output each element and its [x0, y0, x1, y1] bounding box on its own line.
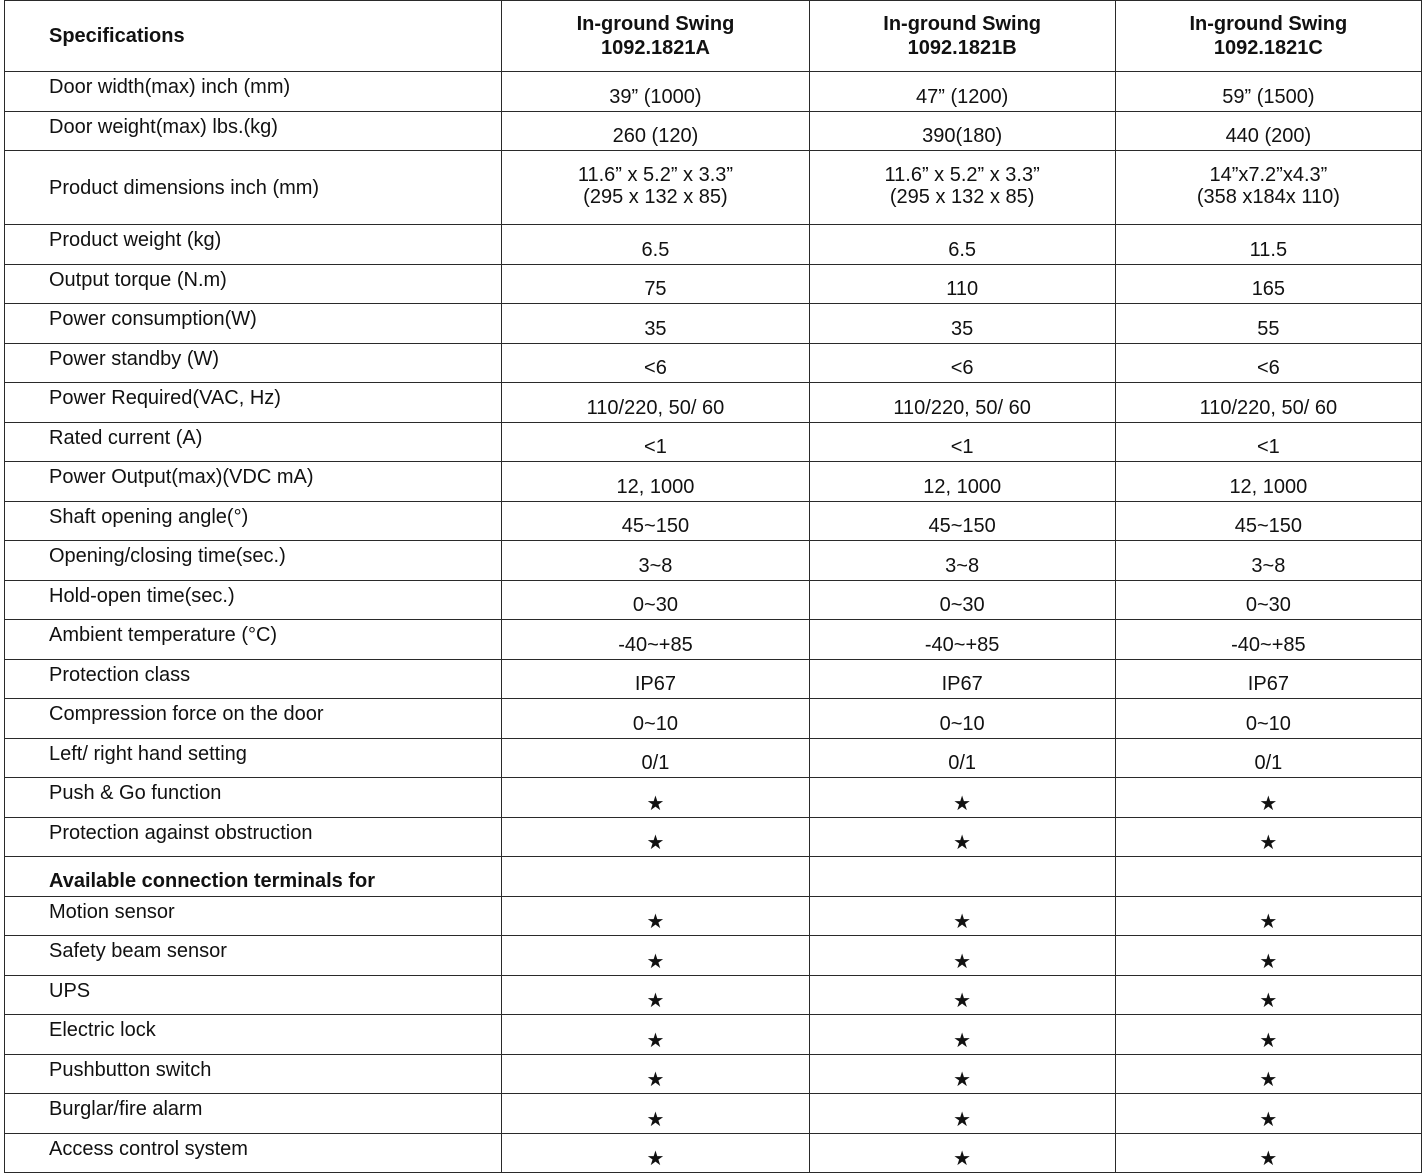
spec-value-cell	[502, 699, 809, 739]
spec-label: Power Output(max)(VDC mA)	[5, 462, 502, 502]
spec-label: Protection against obstruction	[5, 817, 502, 857]
spec-value-cell	[1115, 936, 1421, 976]
star-icon: ★	[1259, 832, 1278, 854]
table-row	[5, 264, 1422, 304]
spec-value: 6.5	[948, 238, 977, 261]
spec-label: Push & Go function	[5, 778, 502, 818]
table-row	[5, 541, 1422, 581]
table-row	[5, 422, 1422, 462]
spec-value-cell	[809, 304, 1115, 344]
spec-value-cell	[502, 264, 809, 304]
table-row	[5, 778, 1422, 818]
spec-value-cell	[1115, 896, 1421, 936]
spec-value-cell	[1115, 225, 1421, 265]
table-row	[5, 383, 1422, 423]
spec-value: (295 x 132 x 85)	[583, 185, 728, 208]
header-line: Specifications	[49, 25, 185, 47]
spec-value-cell	[1115, 264, 1421, 304]
spec-label: Motion sensor	[5, 896, 502, 936]
star-icon: ★	[1259, 990, 1278, 1012]
spec-label: Product dimensions inch (mm)	[5, 151, 502, 225]
star-icon: ★	[953, 911, 972, 933]
table-row	[5, 1094, 1422, 1134]
spec-value-cell	[502, 580, 809, 620]
spec-value: 165	[1251, 278, 1286, 300]
spec-value: 0~10	[939, 712, 985, 735]
spec-value-cell	[809, 1094, 1115, 1134]
spec-value-cell	[502, 541, 809, 581]
table-row	[5, 111, 1422, 151]
spec-value-cell	[809, 620, 1115, 660]
star-icon: ★	[646, 1108, 665, 1131]
spec-value-cell	[502, 501, 809, 541]
section-label: Available connection terminals for	[5, 857, 502, 897]
spec-value-cell	[502, 778, 809, 818]
table-row	[5, 343, 1422, 383]
star-icon: ★	[646, 911, 665, 933]
table-row	[5, 896, 1422, 936]
spec-value-cell	[502, 72, 809, 112]
header-line: 1092.1821B	[907, 37, 1017, 59]
spec-value-cell	[809, 1054, 1115, 1094]
star-icon: ★	[1259, 1069, 1278, 1091]
table-row	[5, 304, 1422, 344]
header-model-b	[809, 1, 1115, 72]
spec-value-cell	[502, 1015, 809, 1055]
spec-value-cell	[1115, 151, 1421, 225]
table-row	[5, 151, 1422, 225]
spec-value-cell	[1115, 501, 1421, 541]
spec-value-cell	[1115, 72, 1421, 112]
spec-value-cell	[1115, 541, 1421, 581]
spec-value: <1	[1256, 436, 1280, 458]
spec-label: Door weight(max) lbs.(kg)	[5, 111, 502, 151]
header-line: 1092.1821C	[1213, 37, 1323, 59]
spec-value: 47” (1200)	[916, 85, 1009, 108]
table-row	[5, 462, 1422, 502]
spec-value-cell	[1115, 383, 1421, 423]
spec-value-cell	[502, 817, 809, 857]
header-model-c	[1115, 1, 1421, 72]
spec-value-cell	[809, 936, 1115, 976]
spec-value-cell	[1115, 857, 1421, 897]
spec-value: 35	[951, 317, 974, 340]
spec-value: IP67	[634, 673, 677, 695]
star-icon: ★	[646, 990, 665, 1012]
spec-value: <6	[950, 357, 974, 379]
spec-value: 110/220, 50/ 60	[893, 396, 1031, 419]
spec-value: 45~150	[621, 515, 690, 537]
spec-value-cell	[809, 72, 1115, 112]
spec-value-cell	[502, 738, 809, 778]
spec-label: Electric lock	[5, 1015, 502, 1055]
spec-value-cell	[809, 383, 1115, 423]
spec-value: 390(180)	[922, 125, 1003, 147]
spec-value: 110/220, 50/ 60	[1199, 396, 1338, 419]
spec-value-cell	[1115, 1133, 1421, 1173]
spec-value: 12, 1000	[923, 475, 1002, 498]
spec-value-cell	[1115, 111, 1421, 151]
spec-value-cell	[502, 1133, 809, 1173]
spec-value: 110	[946, 278, 979, 300]
spec-value-cell	[809, 422, 1115, 462]
star-icon: ★	[953, 1029, 972, 1052]
header-specifications	[5, 1, 502, 72]
spec-value: 11.5	[1249, 238, 1288, 261]
spec-value-cell	[502, 659, 809, 699]
spec-value-cell	[809, 225, 1115, 265]
star-icon: ★	[953, 990, 972, 1012]
table-row	[5, 936, 1422, 976]
spec-label: Ambient temperature (°C)	[5, 620, 502, 660]
table-row	[5, 225, 1422, 265]
star-icon: ★	[953, 950, 972, 973]
spec-value: 260 (120)	[612, 125, 699, 147]
spec-value: 55	[1257, 317, 1280, 340]
spec-value-cell	[502, 936, 809, 976]
spec-table	[4, 0, 1422, 1173]
spec-value-cell	[502, 304, 809, 344]
spec-value-cell	[502, 225, 809, 265]
spec-value-cell	[1115, 1015, 1421, 1055]
spec-value: <1	[950, 436, 974, 458]
spec-value: (358 x184x 110)	[1196, 185, 1340, 208]
spec-value: 0~30	[939, 594, 985, 616]
star-icon: ★	[646, 950, 665, 973]
header-line: In-ground Swing	[1189, 13, 1348, 35]
star-icon: ★	[1259, 1148, 1278, 1170]
header-line: 1092.1821A	[600, 37, 710, 59]
star-icon: ★	[953, 792, 972, 815]
spec-value-cell	[502, 462, 809, 502]
spec-value: 59” (1500)	[1222, 85, 1315, 108]
spec-value-cell	[1115, 817, 1421, 857]
spec-value: <6	[644, 357, 667, 379]
spec-value: 0~10	[632, 712, 678, 735]
star-icon: ★	[1259, 792, 1278, 815]
spec-value: IP67	[1247, 673, 1289, 695]
spec-value: 0/1	[948, 752, 977, 774]
spec-label: Burglar/fire alarm	[5, 1094, 502, 1134]
spec-value-cell	[809, 1133, 1115, 1173]
spec-value-cell	[809, 857, 1115, 897]
table-row	[5, 659, 1422, 699]
spec-value-cell	[809, 151, 1115, 225]
spec-label: Power consumption(W)	[5, 304, 502, 344]
spec-value-cell	[502, 111, 809, 151]
spec-value-cell	[809, 778, 1115, 818]
star-icon: ★	[1259, 1029, 1278, 1052]
spec-label: UPS	[5, 975, 502, 1015]
spec-value-cell	[1115, 975, 1421, 1015]
spec-value: 45~150	[1234, 515, 1303, 537]
table-row	[5, 738, 1422, 778]
spec-value-cell	[1115, 699, 1421, 739]
table-row	[5, 72, 1422, 112]
spec-value: 0/1	[1254, 752, 1283, 774]
table-row	[5, 1054, 1422, 1094]
star-icon: ★	[953, 832, 972, 854]
spec-value-cell	[809, 896, 1115, 936]
spec-value: 39” (1000)	[609, 85, 702, 108]
spec-value-cell	[809, 264, 1115, 304]
star-icon: ★	[646, 1069, 665, 1091]
spec-value: 0~30	[632, 594, 678, 616]
table-row	[5, 501, 1422, 541]
spec-value-cell	[809, 659, 1115, 699]
spec-value: 3~8	[638, 554, 673, 577]
star-icon: ★	[646, 1148, 665, 1170]
spec-value: -40~+85	[1231, 633, 1306, 656]
spec-label: Product weight (kg)	[5, 225, 502, 265]
spec-value-cell	[502, 896, 809, 936]
spec-value: 12, 1000	[1229, 475, 1308, 498]
spec-value: 0~10	[1245, 712, 1291, 735]
spec-value-cell	[1115, 462, 1421, 502]
spec-value-cell	[1115, 620, 1421, 660]
spec-value-cell	[1115, 738, 1421, 778]
spec-label: Pushbutton switch	[5, 1054, 502, 1094]
spec-value: 11.6” x 5.2” x 3.3”	[884, 163, 1040, 186]
spec-value: 14”x7.2”x4.3”	[1209, 163, 1328, 186]
star-icon: ★	[1259, 1108, 1278, 1131]
table-row	[5, 1015, 1422, 1055]
spec-value: 12, 1000	[616, 475, 695, 498]
spec-value-cell	[502, 343, 809, 383]
spec-value-cell	[502, 1094, 809, 1134]
header-line: In-ground Swing	[883, 13, 1042, 35]
spec-value-cell	[1115, 1054, 1421, 1094]
table-row	[5, 1133, 1422, 1173]
spec-value-cell	[1115, 343, 1421, 383]
spec-value-cell	[1115, 422, 1421, 462]
table-row	[5, 817, 1422, 857]
spec-value-cell	[809, 580, 1115, 620]
spec-table-body	[5, 72, 1422, 1173]
spec-label: Compression force on the door	[5, 699, 502, 739]
spec-label: Rated current (A)	[5, 422, 502, 462]
spec-label: Hold-open time(sec.)	[5, 580, 502, 620]
spec-value-cell	[809, 541, 1115, 581]
star-icon: ★	[953, 1148, 972, 1170]
spec-value-cell	[809, 738, 1115, 778]
spec-value: -40~+85	[924, 633, 1000, 656]
spec-value: 35	[644, 317, 667, 340]
table-row	[5, 699, 1422, 739]
spec-value-cell	[502, 1054, 809, 1094]
table-row	[5, 620, 1422, 660]
spec-value: 3~8	[945, 554, 980, 577]
table-row	[5, 580, 1422, 620]
spec-value-cell	[1115, 580, 1421, 620]
spec-value-cell	[502, 620, 809, 660]
spec-value-cell	[1115, 778, 1421, 818]
spec-label: Protection class	[5, 659, 502, 699]
spec-label: Opening/closing time(sec.)	[5, 541, 502, 581]
spec-value: <1	[644, 436, 667, 458]
spec-value-cell	[809, 111, 1115, 151]
spec-value: 0~30	[1245, 594, 1291, 616]
spec-value: 110/220, 50/ 60	[586, 396, 725, 419]
spec-label: Access control system	[5, 1133, 502, 1173]
spec-value-cell	[502, 857, 809, 897]
spec-value: 3~8	[1251, 554, 1286, 577]
header-model-a	[502, 1, 809, 72]
spec-value: 11.6” x 5.2” x 3.3”	[577, 163, 734, 186]
header-line: In-ground Swing	[576, 13, 735, 35]
star-icon: ★	[1259, 950, 1278, 973]
spec-label: Output torque (N.m)	[5, 264, 502, 304]
section-row	[5, 857, 1422, 897]
star-icon: ★	[1259, 911, 1278, 933]
spec-value: (295 x 132 x 85)	[889, 185, 1035, 208]
header-row	[5, 1, 1422, 72]
spec-value: 6.5	[641, 238, 670, 261]
table-row	[5, 975, 1422, 1015]
star-icon: ★	[953, 1108, 972, 1131]
spec-label: Power standby (W)	[5, 343, 502, 383]
spec-value: 45~150	[928, 515, 996, 537]
spec-label: Shaft opening angle(°)	[5, 501, 502, 541]
spec-label: Power Required(VAC, Hz)	[5, 383, 502, 423]
spec-value: <6	[1256, 357, 1280, 379]
spec-label: Door width(max) inch (mm)	[5, 72, 502, 112]
spec-value-cell	[502, 422, 809, 462]
spec-value-cell	[809, 501, 1115, 541]
spec-table-header	[5, 1, 1422, 72]
star-icon: ★	[646, 792, 665, 815]
spec-value-cell	[809, 343, 1115, 383]
spec-value-cell	[809, 1015, 1115, 1055]
spec-value-cell	[502, 975, 809, 1015]
spec-value-cell	[809, 817, 1115, 857]
spec-value-cell	[809, 462, 1115, 502]
spec-value-cell	[502, 383, 809, 423]
star-icon: ★	[646, 1029, 665, 1052]
spec-value: 75	[644, 278, 667, 300]
star-icon: ★	[953, 1069, 972, 1091]
spec-value-cell	[502, 151, 809, 225]
spec-value: -40~+85	[618, 633, 693, 656]
spec-value: 0/1	[641, 752, 670, 774]
spec-value: 440 (200)	[1225, 125, 1312, 147]
spec-value-cell	[1115, 304, 1421, 344]
spec-label: Left/ right hand setting	[5, 738, 502, 778]
spec-value-cell	[809, 975, 1115, 1015]
star-icon: ★	[646, 832, 665, 854]
spec-label: Safety beam sensor	[5, 936, 502, 976]
spec-value-cell	[809, 699, 1115, 739]
spec-value: IP67	[941, 673, 983, 695]
spec-value-cell	[1115, 1094, 1421, 1134]
spec-value-cell	[1115, 659, 1421, 699]
